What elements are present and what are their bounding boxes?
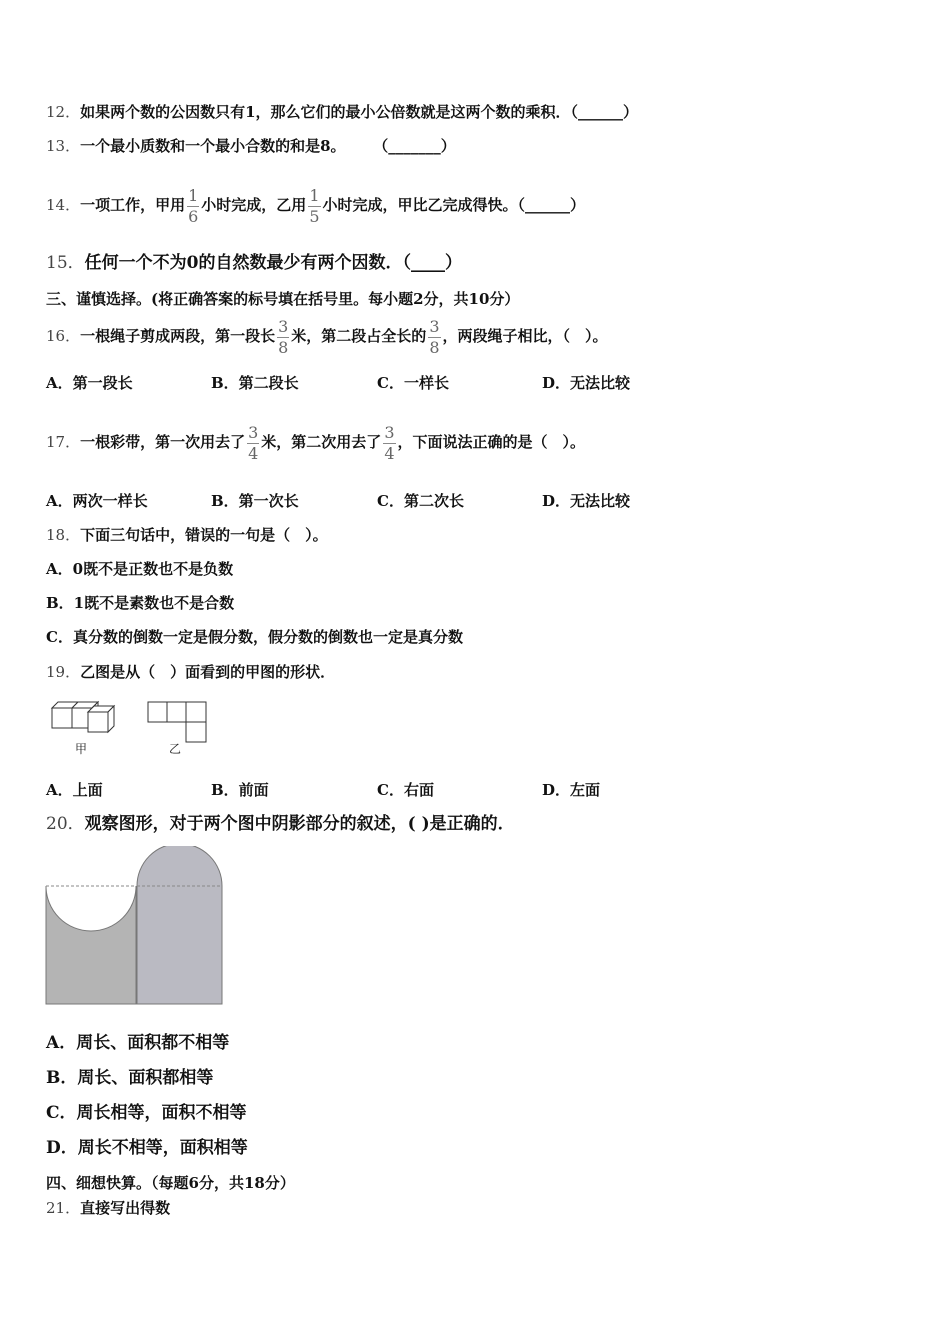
denominator: 6 <box>188 206 199 226</box>
option-c[interactable]: C．周长相等，面积不相等 <box>46 1103 247 1123</box>
option-d[interactable]: D．左面 <box>542 781 601 799</box>
question-text: 下面三句话中，错误的一句是（ ）。 <box>80 526 328 544</box>
fraction <box>187 185 199 226</box>
option-a[interactable]: A．第一段长 <box>46 374 133 392</box>
question-number: 13． <box>46 137 81 155</box>
cube-drawing-jia <box>52 702 114 732</box>
question-text: 一项工作，甲用 <box>80 196 186 214</box>
option-c[interactable]: C．真分数的倒数一定是假分数，假分数的倒数也一定是真分数 <box>46 628 463 646</box>
question-number: 15． <box>46 253 85 273</box>
option-b[interactable]: B．前面 <box>211 781 269 799</box>
option-c[interactable]: C．一样长 <box>377 374 449 392</box>
numerator: 1 <box>188 185 199 205</box>
option-b[interactable]: B．第一次长 <box>211 492 299 510</box>
question-18 <box>46 525 328 545</box>
option-d[interactable]: D．无法比较 <box>542 492 631 510</box>
denominator: 8 <box>429 337 440 357</box>
fraction <box>308 185 320 226</box>
question-19 <box>46 662 335 682</box>
shaded-shapes-figure <box>44 846 226 1008</box>
denominator: 5 <box>309 206 320 226</box>
numerator: 3 <box>248 422 259 442</box>
option-b[interactable]: B．周长、面积都相等 <box>46 1068 214 1088</box>
fraction <box>247 422 259 463</box>
denominator: 4 <box>248 443 259 463</box>
question-text: 乙图是从（ ）面看到的甲图的形状． <box>80 663 336 681</box>
question-number: 14． <box>46 196 81 214</box>
numerator: 3 <box>384 422 395 442</box>
question-20 <box>46 814 515 834</box>
cube-views-figure <box>50 698 220 762</box>
denominator: 4 <box>384 443 395 463</box>
option-b[interactable]: B．1既不是素数也不是合数 <box>46 594 235 612</box>
option-a[interactable]: A．周长、面积都不相等 <box>46 1033 230 1053</box>
question-21 <box>46 1198 170 1218</box>
numerator: 3 <box>278 316 289 336</box>
option-c[interactable]: C．第二次长 <box>377 492 464 510</box>
denominator: 8 <box>278 337 289 357</box>
question-text: ，下面说法正确的是（ ）。 <box>397 433 586 451</box>
question-number: 21． <box>46 1199 81 1217</box>
question-number: 17． <box>46 433 81 451</box>
right-shaded-shape <box>137 846 222 1004</box>
question-text: 直接写出得数 <box>80 1199 171 1217</box>
numerator: 1 <box>309 185 320 205</box>
section-4-heading: 四、细想快算。（每题6分，共18分） <box>46 1174 295 1192</box>
question-number: 20． <box>46 814 85 834</box>
question-text: 小时完成，甲比乙完成得快。（______） <box>322 196 586 214</box>
question-number: 16． <box>46 327 81 345</box>
fraction <box>383 422 395 463</box>
option-a[interactable]: A．0既不是正数也不是负数 <box>46 560 234 578</box>
question-number: 18． <box>46 526 81 544</box>
option-a[interactable]: A．两次一样长 <box>46 492 148 510</box>
question-text: 小时完成，乙用 <box>201 196 307 214</box>
question-17 <box>46 404 585 480</box>
section-3-heading: 三、谨慎选择。(将正确答案的标号填在括号里。每小题2分，共10分） <box>46 290 520 308</box>
question-number: 19． <box>46 663 81 681</box>
question-text: 米，第二次用去了 <box>261 433 382 451</box>
label-yi: 乙 <box>169 742 182 756</box>
option-d[interactable]: D．无法比较 <box>542 374 631 392</box>
question-text: 一个最小质数和一个最小合数的和是8。 （_______） <box>80 137 456 155</box>
question-text: 一根绳子剪成两段，第一段长 <box>80 327 276 345</box>
view-drawing-yi <box>148 702 206 742</box>
question-number: 12． <box>46 103 81 121</box>
question-12 <box>46 102 638 122</box>
fraction <box>428 316 440 357</box>
question-text: 米，第二段占全长的 <box>291 327 427 345</box>
question-text: 一根彩带，第一次用去了 <box>80 433 246 451</box>
question-text: 观察图形，对于两个图中阴影部分的叙述，( )是正确的． <box>84 814 515 834</box>
fraction <box>277 316 289 357</box>
numerator: 3 <box>429 316 440 336</box>
question-15 <box>46 253 462 273</box>
option-b[interactable]: B．第二段长 <box>211 374 299 392</box>
question-text: 任何一个不为0的自然数最少有两个因数．（____） <box>84 253 462 273</box>
option-c[interactable]: C．右面 <box>377 781 434 799</box>
question-text: ，两段绳子相比，（ ）。 <box>442 327 608 345</box>
label-jia: 甲 <box>75 742 88 756</box>
question-13 <box>46 136 456 156</box>
left-shaded-shape <box>46 886 136 1004</box>
question-text: 如果两个数的公因数只有1，那么它们的最小公倍数就是这两个数的乘积．（______） <box>80 103 639 121</box>
question-16 <box>46 313 608 359</box>
option-d[interactable]: D．周长不相等，面积相等 <box>46 1138 248 1158</box>
question-14 <box>46 176 585 234</box>
option-a[interactable]: A．上面 <box>46 781 103 799</box>
